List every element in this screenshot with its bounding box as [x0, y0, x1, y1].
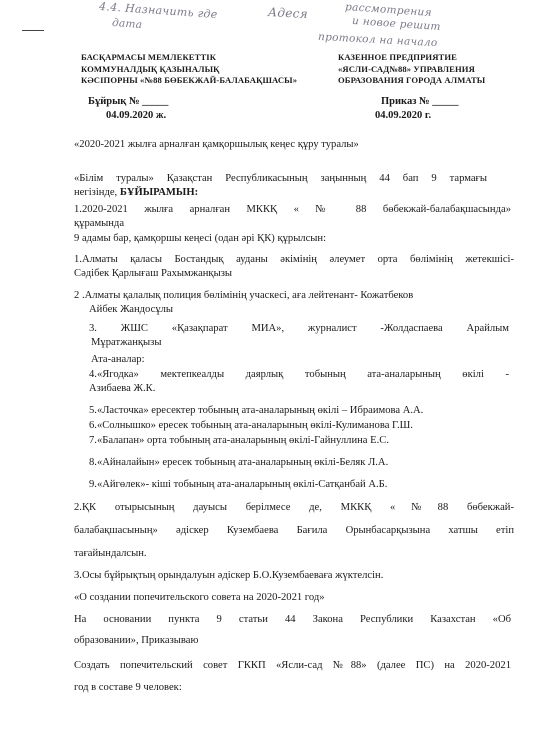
paragraph-line: На основании пункта 9 статьи 44 Закона Республики Казахстан «Об: [74, 614, 511, 625]
order-number-kz: Бұйрық № _____: [88, 96, 169, 107]
member-line: Мұратжанқызы: [91, 337, 162, 348]
order-date-kz: 04.09.2020 ж.: [106, 110, 167, 121]
intro-line: негізінде, БҰЙЫРАМЫН:: [74, 187, 199, 198]
paragraph-line: 3.Осы бұйрықтың орындалуын әдіскер Б.О.Кузембаеваға жүктелсін.: [74, 570, 384, 581]
handwritten-note: рассмотрения: [344, 0, 433, 20]
member-line: 6.«Солнышко» ересек тобының ата-аналарының өкілі-Кулиманова Г.Ш.: [89, 420, 413, 431]
header-right: [338, 52, 485, 87]
paragraph-line: балабақшасының» әдіскер Кузембаева Бағила Орынбасарқызына хатшы етіп: [74, 525, 514, 536]
member-line: 9.«Айгөлек»- кіші тобының ата-аналарының өкілі-Сатқанбай А.Б.: [89, 479, 388, 490]
pencil-dash: [22, 30, 44, 31]
paragraph-line: 1.2020-2021 жылға арналған МККҚ « № 88 бөбекжай-балабақшасында»: [74, 204, 511, 215]
parents-heading: Ата-аналар:: [91, 354, 145, 365]
member-line: 5.«Ласточка» ересектер тобының ата-аналарының өкілі – Ибраимова А.А.: [89, 405, 424, 416]
member-line: Айбек Жандосұлы: [89, 304, 174, 315]
paragraph-line: 9 адамы бар, қамқоршы кеңесі (одан әрі ҚК) құрылсын:: [74, 233, 327, 244]
handwritten-note: Адеся: [267, 4, 309, 22]
handwritten-note: дата: [111, 16, 143, 32]
member-line: 3. ЖШС «Қазақпарат МИА», журналист -Жолдаспаева Арайлым: [89, 323, 509, 334]
paragraph-line: Создать попечительский совет ГККП «Ясли-сад №88» (далее ПС) на 2020-2021: [74, 660, 511, 671]
member-line: 2 .Алматы қалалық полиция бөлімінің учаскесі, аға лейтенант- Кожатбеков: [74, 290, 414, 301]
member-line: 4.«Ягодка» мектепкеалды даярлық тобының ата-аналарының өкілі -: [89, 369, 509, 380]
header-left-line: КӘСІПОРНЫ «№88 БӨБЕКЖАЙ-БАЛАБАҚШАСЫ»: [81, 75, 298, 85]
header-left-line: БАСҚАРМАСЫ МЕМЛЕКЕТТІК: [81, 52, 217, 62]
order-date-ru: 04.09.2020 г.: [375, 110, 432, 121]
header-left: [81, 52, 297, 87]
header-right-line: «ЯСЛИ-САД№88» УПРАВЛЕНИЯ: [338, 63, 475, 74]
order-number-ru: Приказ № _____: [381, 96, 459, 107]
intro-line: «Білім туралы» Қазақстан Республикасының заңынның 44 бап 9 тармағы: [74, 173, 487, 184]
member-line: Сәдібек Қарлығаш Рахымжанқызы: [74, 268, 233, 279]
header-right-line: ОБРАЗОВАНИЯ ГОРОДА АЛМАТЫ: [338, 75, 486, 85]
handwritten-note: и новое решит: [351, 14, 442, 34]
header-left-line: КОММУНАЛДЫҚ ҚАЗЫНАЛЫҚ: [81, 63, 220, 74]
paragraph-line: құрамында: [74, 218, 125, 229]
header-right-line: КАЗЕННОЕ ПРЕДПРИЯТИЕ: [338, 52, 457, 62]
member-line: 7.«Балапан» орта тобының ата-аналарының өкілі-Гайнуллина Е.С.: [89, 435, 389, 446]
paragraph-line: тағайындалсын.: [74, 548, 147, 559]
handwritten-note: 4.4. Назначить где: [98, 0, 219, 22]
member-line: 8.«Айналайын» ересек тобының ата-аналарының өкілі-Беляк Л.А.: [89, 457, 389, 468]
document-title-kz: «2020-2021 жылға арналған қамқоршылық кеңес құру туралы»: [74, 139, 359, 150]
handwritten-note: протокол на начало: [317, 30, 438, 50]
member-line: 1.Алматы қаласы Бостандық ауданы әкімінің әлеумет орта бөлімінің жетекшісі-: [74, 254, 514, 265]
order-keyword: БҰЙЫРАМЫН:: [119, 187, 199, 198]
paragraph-line: 2.ҚК отырысының дауысы берілмесе де, МККҚ «№88 бөбекжай-: [74, 502, 514, 513]
member-line: Азибаева Ж.К.: [89, 383, 156, 394]
paragraph-line: образовании», Приказываю: [74, 635, 199, 646]
document-title-ru: «О создании попечительского совета на 2020-2021 год»: [74, 592, 325, 603]
paragraph-line: год в составе 9 человек:: [74, 682, 182, 693]
